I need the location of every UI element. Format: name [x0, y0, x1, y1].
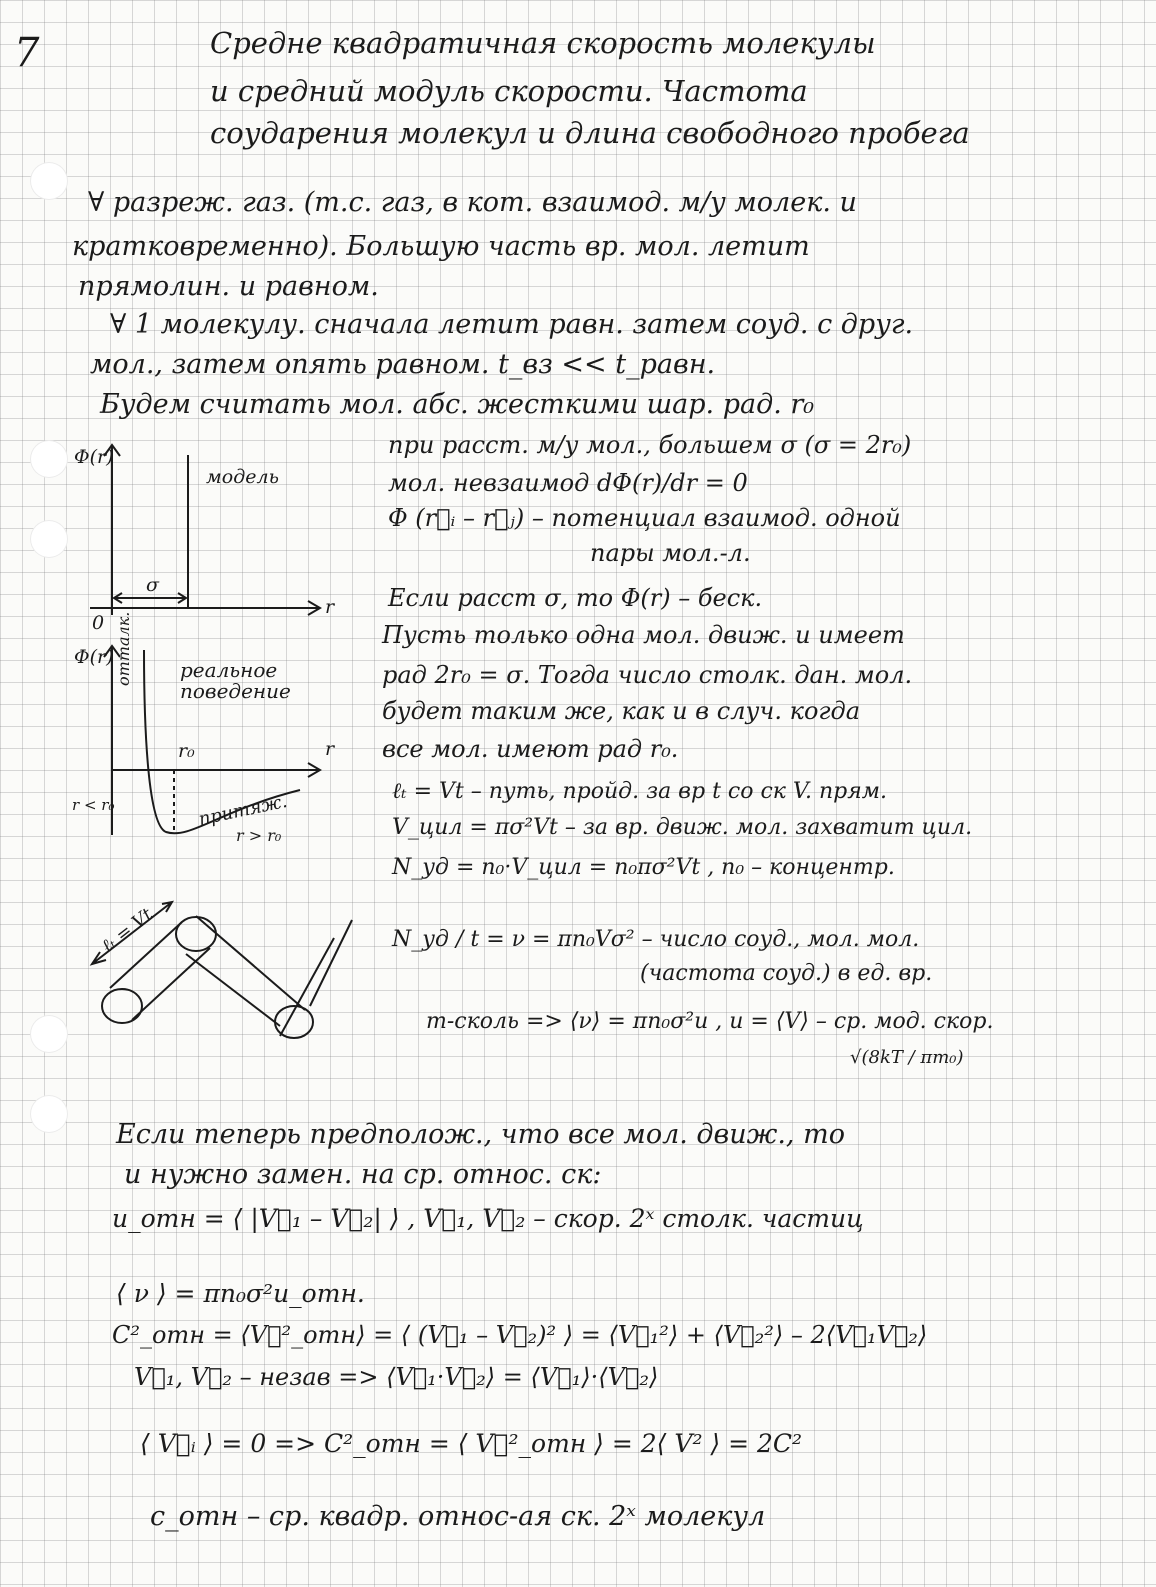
- body-line-5: мол., затем опять равном. t_вз << t_равн.: [90, 349, 716, 380]
- g1-wall-label: модель: [206, 466, 279, 488]
- cyl-tube-right-top: [196, 916, 305, 1010]
- model-line-6: Пусть только одна мол. движ. и имеет: [382, 621, 905, 649]
- bottom-line-8: c_отн – ср. квадр. относ-ая ск. 2ˣ молекул: [150, 1501, 766, 1532]
- title-line-3: соударения молекул и длина свободного пробега: [210, 116, 970, 150]
- model-line-1: при расст. м/у мол., большем σ (σ = 2r₀): [388, 431, 912, 459]
- cyl-next-2: [280, 938, 334, 1036]
- binder-hole-4: [30, 1015, 68, 1053]
- bottom-line-7: ⟨ V⃗ᵢ ⟩ = 0 => C²_отн = ⟨ V⃗²_отн ⟩ = 2⟨ V² ⟩ = 2C²: [140, 1429, 803, 1458]
- binder-hole-5: [30, 1095, 68, 1133]
- model-line-3: Φ (r⃗ᵢ – r⃗ⱼ) – потенциал взаимод. одной: [388, 504, 901, 532]
- body-line-4: ∀ 1 молекулу. сначала летит равн. затем соуд. с друг.: [110, 309, 914, 340]
- cylinder-label: ℓₜ = Vt: [97, 904, 157, 957]
- g2-x-label: r: [325, 738, 335, 760]
- bottom-line-3: u_отн = ⟨ |V⃗₁ – V⃗₂| ⟩ , V⃗₁, V⃗₂ – скор. 2ˣ столк. частиц: [112, 1204, 864, 1233]
- title-line-1: Средне квадратичная скорость молекулы: [210, 26, 876, 60]
- cyl-tube-left-bottom: [132, 948, 210, 1020]
- g1-origin: 0: [92, 612, 105, 634]
- bottom-line-1: Если теперь предполож., что все мол. движ., то: [116, 1119, 845, 1150]
- binder-hole-1: [30, 162, 68, 200]
- body-line-1: ∀ разреж. газ. (т.с. газ, в кот. взаимод. м/у молек. и: [88, 187, 857, 218]
- model-line-9: все мол. имеют рад r₀.: [382, 735, 679, 763]
- binder-hole-3: [30, 520, 68, 558]
- body-line-2: кратковременно). Большую часть вр. мол. летит: [72, 231, 810, 262]
- model-line-13: N_уд / t = ν = πn₀Vσ² – число соуд., мол. мол.: [392, 927, 920, 952]
- g2-top-label: реальное поведение: [180, 658, 291, 703]
- g2-r0: r₀: [178, 740, 195, 762]
- model-potential-graph: [70, 440, 330, 630]
- model-line-12: N_уд = n₀·V_цил = n₀πσ²Vt , n₀ – концентр.: [392, 855, 895, 880]
- g2-att-sub: r > r₀: [236, 826, 282, 845]
- cyl-tube-right-bottom: [186, 954, 280, 1026]
- collision-cylinder-sketch: [80, 870, 360, 1040]
- cyl-circle-start: [102, 989, 142, 1023]
- body-line-6: Будем считать мол. абс. жесткими шар. рад. r₀: [100, 389, 815, 420]
- cyl-circle-mid: [176, 917, 216, 951]
- bottom-line-4: ⟨ ν ⟩ = πn₀σ²u_отн.: [116, 1279, 365, 1308]
- model-line-4: пары мол.-л.: [590, 539, 751, 567]
- g2-y-label: Φ(r): [74, 646, 114, 668]
- body-line-3: прямолин. и равном.: [78, 271, 379, 302]
- g1-y-label: Φ(r): [74, 446, 114, 468]
- binder-hole-2: [30, 440, 68, 478]
- bottom-line-5: C²_отн = ⟨V⃗²_отн⟩ = ⟨ (V⃗₁ – V⃗₂)² ⟩ = ⟨V⃗₁²⟩ + ⟨V⃗₂²⟩ – 2⟨V⃗₁V⃗₂⟩: [112, 1321, 928, 1349]
- model-line-10: ℓₜ = Vt – путь, пройд. за вр t со ск V. прям.: [392, 779, 887, 804]
- model-line-5: Если расст σ, то Φ(r) – беск.: [388, 584, 763, 612]
- model-line-16: √(8kT / πm₀): [850, 1047, 964, 1068]
- g1-sigma: σ: [146, 574, 159, 596]
- g2-att-label: притяж.: [196, 790, 290, 831]
- g1-x-label: r: [325, 596, 335, 618]
- model-line-8: будет таким же, как и в случ. когда: [382, 697, 861, 725]
- g2-rlt: r < r₀: [72, 796, 115, 814]
- model-line-7: рад 2r₀ = σ. Тогда число столк. дан. мол.: [382, 661, 913, 689]
- model-line-15: т-сколь => ⟨ν⟩ = πn₀σ²u , u = ⟨V⟩ – ср. мод. скор.: [426, 1009, 994, 1034]
- bottom-line-2: u нужно замен. на ср. относ. ск:: [124, 1159, 602, 1190]
- g2-rep-label: отталк.: [114, 611, 133, 686]
- model-line-11: V_цил = πσ²Vt – за вр. движ. мол. захватит цил.: [392, 815, 973, 840]
- bottom-line-6: V⃗₁, V⃗₂ – незав => ⟨V⃗₁·V⃗₂⟩ = ⟨V⃗₁⟩·⟨V⃗₂⟩: [134, 1363, 659, 1391]
- cyl-next-1: [310, 920, 352, 1006]
- page-number: 7: [14, 30, 40, 76]
- title-line-2: и средний модуль скорости. Частота: [210, 74, 808, 108]
- model-line-2: мол. невзаимод dΦ(r)/dr = 0: [388, 469, 748, 497]
- model-line-14: (частота соуд.) в ед. вр.: [640, 961, 933, 986]
